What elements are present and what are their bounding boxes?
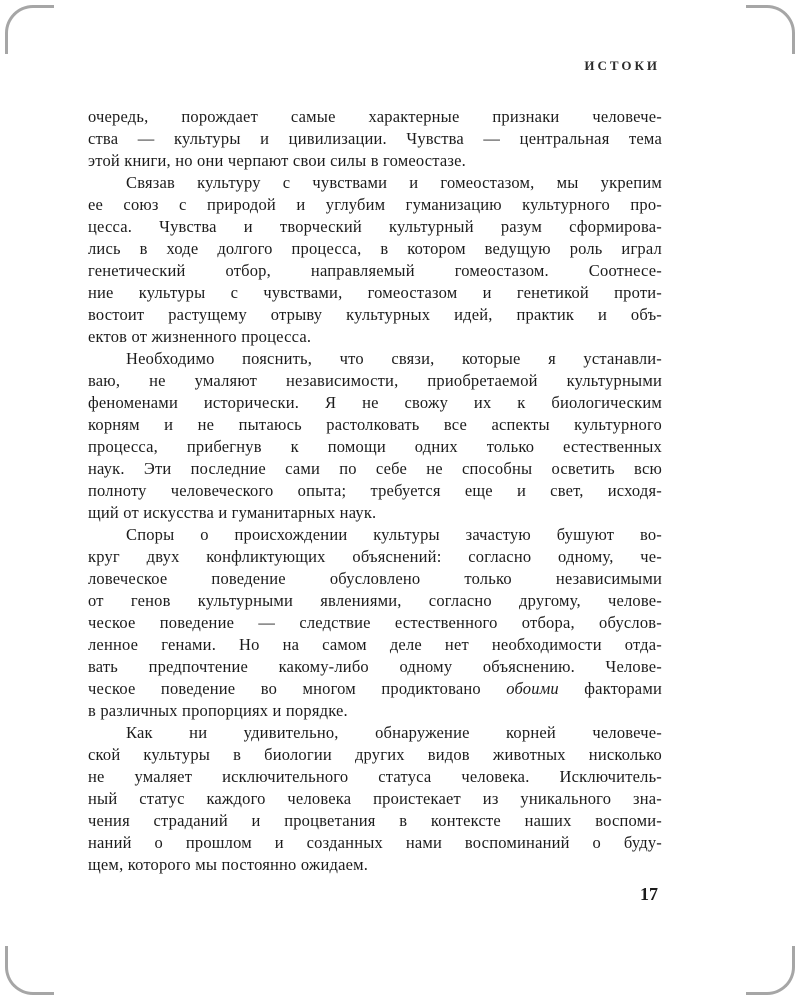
text-line: ее союз с природой и углубим гуманизацию культурного про- xyxy=(88,195,662,214)
text-line: чения страданий и процветания в контексте наших воспоми- xyxy=(88,811,662,830)
text-line: Связав культуру с чувствами и гомеостазом, мы укрепим xyxy=(126,173,662,192)
text-line: феноменами исторически. Я не свожу их к биологическим xyxy=(88,393,662,412)
text-line: ловеческое поведение обусловлено только независимыми xyxy=(88,569,662,588)
text-line: не умаляет исключительного статуса человека. Исключитель- xyxy=(88,767,662,786)
text-line: щий от искусства и гуманитарных наук. xyxy=(88,503,377,522)
text-line: Необходимо пояснить, что связи, которые я устанавли- xyxy=(126,349,662,368)
text-line: ние культуры с чувствами, гомеостазом и генетикой проти- xyxy=(88,283,662,302)
text-line: в различных пропорциях и порядке. xyxy=(88,701,348,720)
paragraph xyxy=(88,172,662,348)
text-line: вать предпочтение какому-либо одному объяснению. Челове- xyxy=(88,657,662,676)
text-line: этой книги, но они черпают свои силы в гомеостазе. xyxy=(88,151,466,170)
text-block xyxy=(88,106,662,876)
page-corner-top-left xyxy=(5,5,54,54)
running-header: ИСТОКИ xyxy=(584,58,660,73)
text-line: ской культуры в биологии других видов животных нисколько xyxy=(88,745,662,764)
text-line: ленное генами. Но на самом деле нет необходимости отда- xyxy=(88,635,662,654)
text-line: ческое поведение во многом продиктовано обоими факторами xyxy=(88,679,662,698)
text-line: ный статус каждого человека проистекает из уникального зна- xyxy=(88,789,662,808)
page-number: 17 xyxy=(640,884,658,904)
text-line: ства — культуры и цивилизации. Чувства — центральная тема xyxy=(88,129,662,148)
page-corner-bottom-left xyxy=(5,946,54,995)
text-line: генетический отбор, направляемый гомеостазом. Соотнесе- xyxy=(88,261,662,280)
paragraph xyxy=(88,722,662,876)
paragraph xyxy=(88,106,662,172)
text-line: ваю, не умаляют независимости, приобретаемой культурными xyxy=(88,371,662,390)
text-line: полноту человеческого опыта; требуется еще и свет, исходя- xyxy=(88,481,662,500)
text-line: щем, которого мы постоянно ожидаем. xyxy=(88,855,369,874)
text-line: цесса. Чувства и творческий культурный разум сформирова- xyxy=(88,217,662,236)
text-line: Споры о происхождении культуры зачастую бушуют во- xyxy=(126,525,662,544)
page-corner-top-right xyxy=(746,5,795,54)
page-corner-bottom-right xyxy=(746,946,795,995)
text-line: востоит растущему отрыву культурных идей, практик и объ- xyxy=(88,305,662,324)
text-line: ектов от жизненного процесса. xyxy=(88,327,312,346)
paragraph xyxy=(88,348,662,524)
text-line: круг двух конфликтующих объяснений: согласно одному, че- xyxy=(88,547,662,566)
text-line: от генов культурными явлениями, согласно другому, челове- xyxy=(88,591,662,610)
text-line: наук. Эти последние сами по себе не способны осветить всю xyxy=(88,459,662,478)
text-line: ческое поведение — следствие естественного отбора, обуслов- xyxy=(88,613,662,632)
text-line: очередь, порождает самые характерные признаки человече- xyxy=(88,107,662,126)
text-line: Как ни удивительно, обнаружение корней человече- xyxy=(126,723,662,742)
text-line: наний о прошлом и созданных нами воспоминаний о буду- xyxy=(88,833,662,852)
text-line: лись в ходе долгого процесса, в котором ведущую роль играл xyxy=(88,239,662,258)
text-line: корням и не пытаюсь растолковать все аспекты культурного xyxy=(88,415,662,434)
paragraph xyxy=(88,524,662,722)
text-line: процесса, прибегнув к помощи одних только естественных xyxy=(88,437,662,456)
